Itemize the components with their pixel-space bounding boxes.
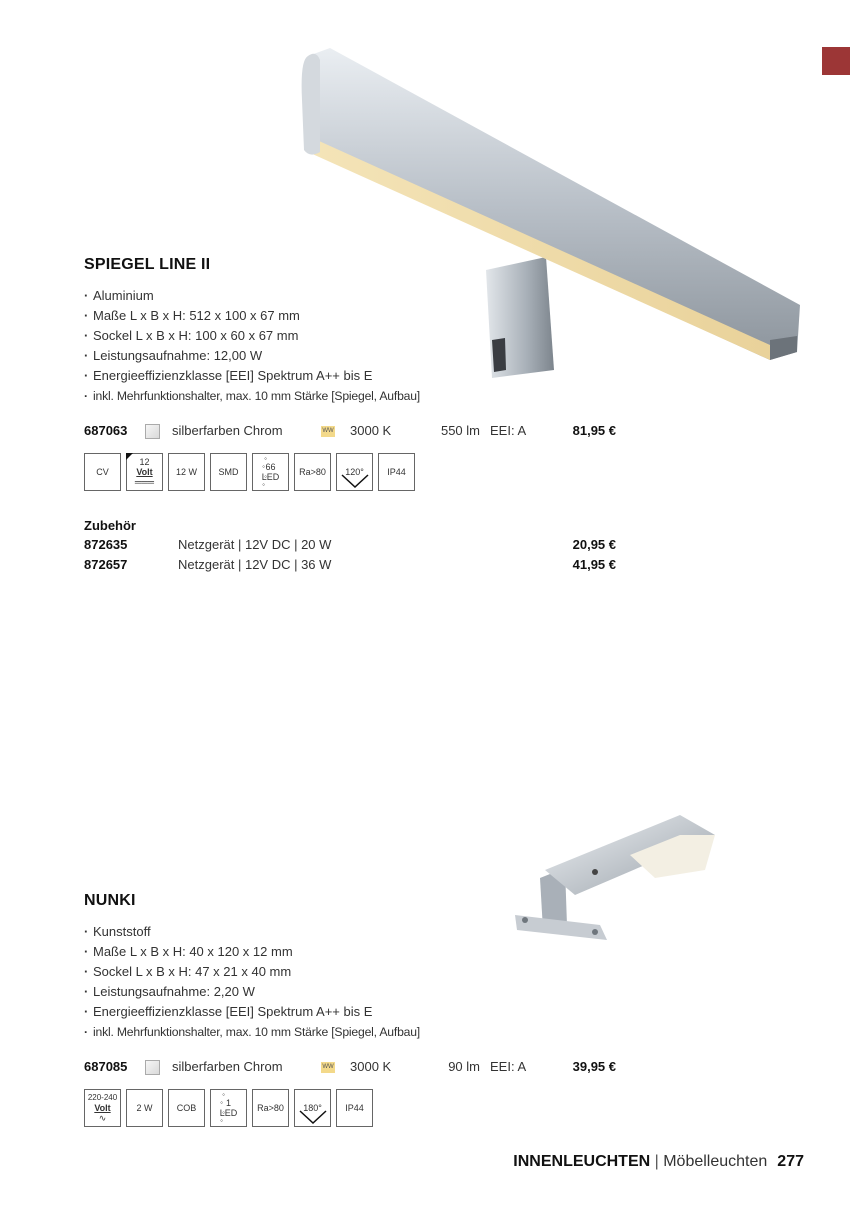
feature-item: · Kunststoff (84, 922, 644, 942)
price: 41,95 € (572, 557, 616, 572)
feature-item: · Leistungsaufnahme: 12,00 W (84, 346, 644, 366)
feature-item: · Maße L x B x H: 40 x 120 x 12 mm (84, 942, 644, 962)
cv-icon: CV (84, 453, 121, 491)
led-count-icon: ◦ ◦ 66 LED ◦ ◦ (252, 453, 289, 491)
ip-rating-icon: IP44 (378, 453, 415, 491)
accessory-row (84, 555, 644, 575)
feature-item: · Energieeffizienzklasse [EEI] Spektrum A++ bis E (84, 366, 644, 386)
footer-subsection: Möbelleuchten (663, 1153, 768, 1170)
price: 20,95 € (572, 537, 616, 552)
color-name: silberfarben Chrom (172, 423, 283, 438)
energy-class: EEI: A (490, 1059, 527, 1074)
feature-item: · Energieeffizienzklasse [EEI] Spektrum A++ bis E (84, 1002, 644, 1022)
article-row (84, 419, 644, 443)
feature-item: · Leistungsaufnahme: 2,20 W (84, 982, 644, 1002)
cob-icon: COB (168, 1089, 205, 1127)
product-title: NUNKI (84, 892, 136, 909)
price: 81,95 € (572, 423, 616, 438)
warm-white-badge: WW (321, 426, 335, 437)
chapter-tab (822, 47, 850, 75)
page-footer (513, 1153, 804, 1171)
spec-icon-row (84, 1089, 644, 1129)
cri-icon: Ra>80 (252, 1089, 289, 1127)
beam-angle-icon: 180° (294, 1089, 331, 1127)
luminous-flux: 90 lm (448, 1059, 480, 1074)
energy-class: EEI: A (490, 423, 527, 438)
ip-rating-icon: IP44 (336, 1089, 373, 1127)
beam-angle-icon: 120° (336, 453, 373, 491)
feature-item: · inkl. Mehrfunktionshalter, max. 10 mm Stärke [Spiegel, Aufbau] (84, 1022, 644, 1042)
wattage-icon: 2 W (126, 1089, 163, 1127)
color-name: silberfarben Chrom (172, 1059, 283, 1074)
footer-separator: | (650, 1153, 664, 1170)
article-number: 872635 (84, 537, 128, 552)
accessory-description: Netzgerät | 12V DC | 36 W (178, 557, 332, 572)
article-number: 687085 (84, 1059, 128, 1074)
product-nunki (84, 891, 644, 1129)
cri-icon: Ra>80 (294, 453, 331, 491)
feature-item: · Maße L x B x H: 512 x 100 x 67 mm (84, 306, 644, 326)
accessories (84, 517, 644, 575)
footer-section: INNENLEUCHTEN (513, 1153, 651, 1170)
article-number: 687063 (84, 423, 128, 438)
product-title: SPIEGEL LINE II (84, 256, 211, 273)
12-volt-icon: 12 Volt ═══ (126, 453, 163, 491)
page-number: 277 (777, 1153, 804, 1170)
smd-icon: SMD (210, 453, 247, 491)
spec-icon-row (84, 453, 644, 493)
wattage-icon: 12 W (168, 453, 205, 491)
article-row (84, 1055, 644, 1079)
feature-list (84, 286, 644, 406)
feature-item: · Aluminium (84, 286, 644, 306)
led-count-icon: ◦ ◦ 1 LED ◦ ◦ (210, 1089, 247, 1127)
accessory-description: Netzgerät | 12V DC | 20 W (178, 537, 332, 552)
color-temperature: 3000 K (350, 1059, 392, 1074)
article-number: 872657 (84, 557, 128, 572)
mains-voltage-icon: 220-240 Volt ∿ (84, 1089, 121, 1127)
accessories-heading: Zubehör (84, 518, 136, 533)
feature-list (84, 922, 644, 1042)
color-temperature: 3000 K (350, 423, 392, 438)
accessory-row (84, 535, 644, 555)
product-spiegel-line-ii (84, 255, 644, 575)
feature-item: · inkl. Mehrfunktionshalter, max. 10 mm Stärke [Spiegel, Aufbau] (84, 386, 644, 406)
feature-item: · Sockel L x B x H: 47 x 21 x 40 mm (84, 962, 644, 982)
luminous-flux: 550 lm (440, 423, 480, 438)
feature-item: · Sockel L x B x H: 100 x 60 x 67 mm (84, 326, 644, 346)
warm-white-badge: WW (321, 1062, 335, 1073)
price: 39,95 € (572, 1059, 616, 1074)
